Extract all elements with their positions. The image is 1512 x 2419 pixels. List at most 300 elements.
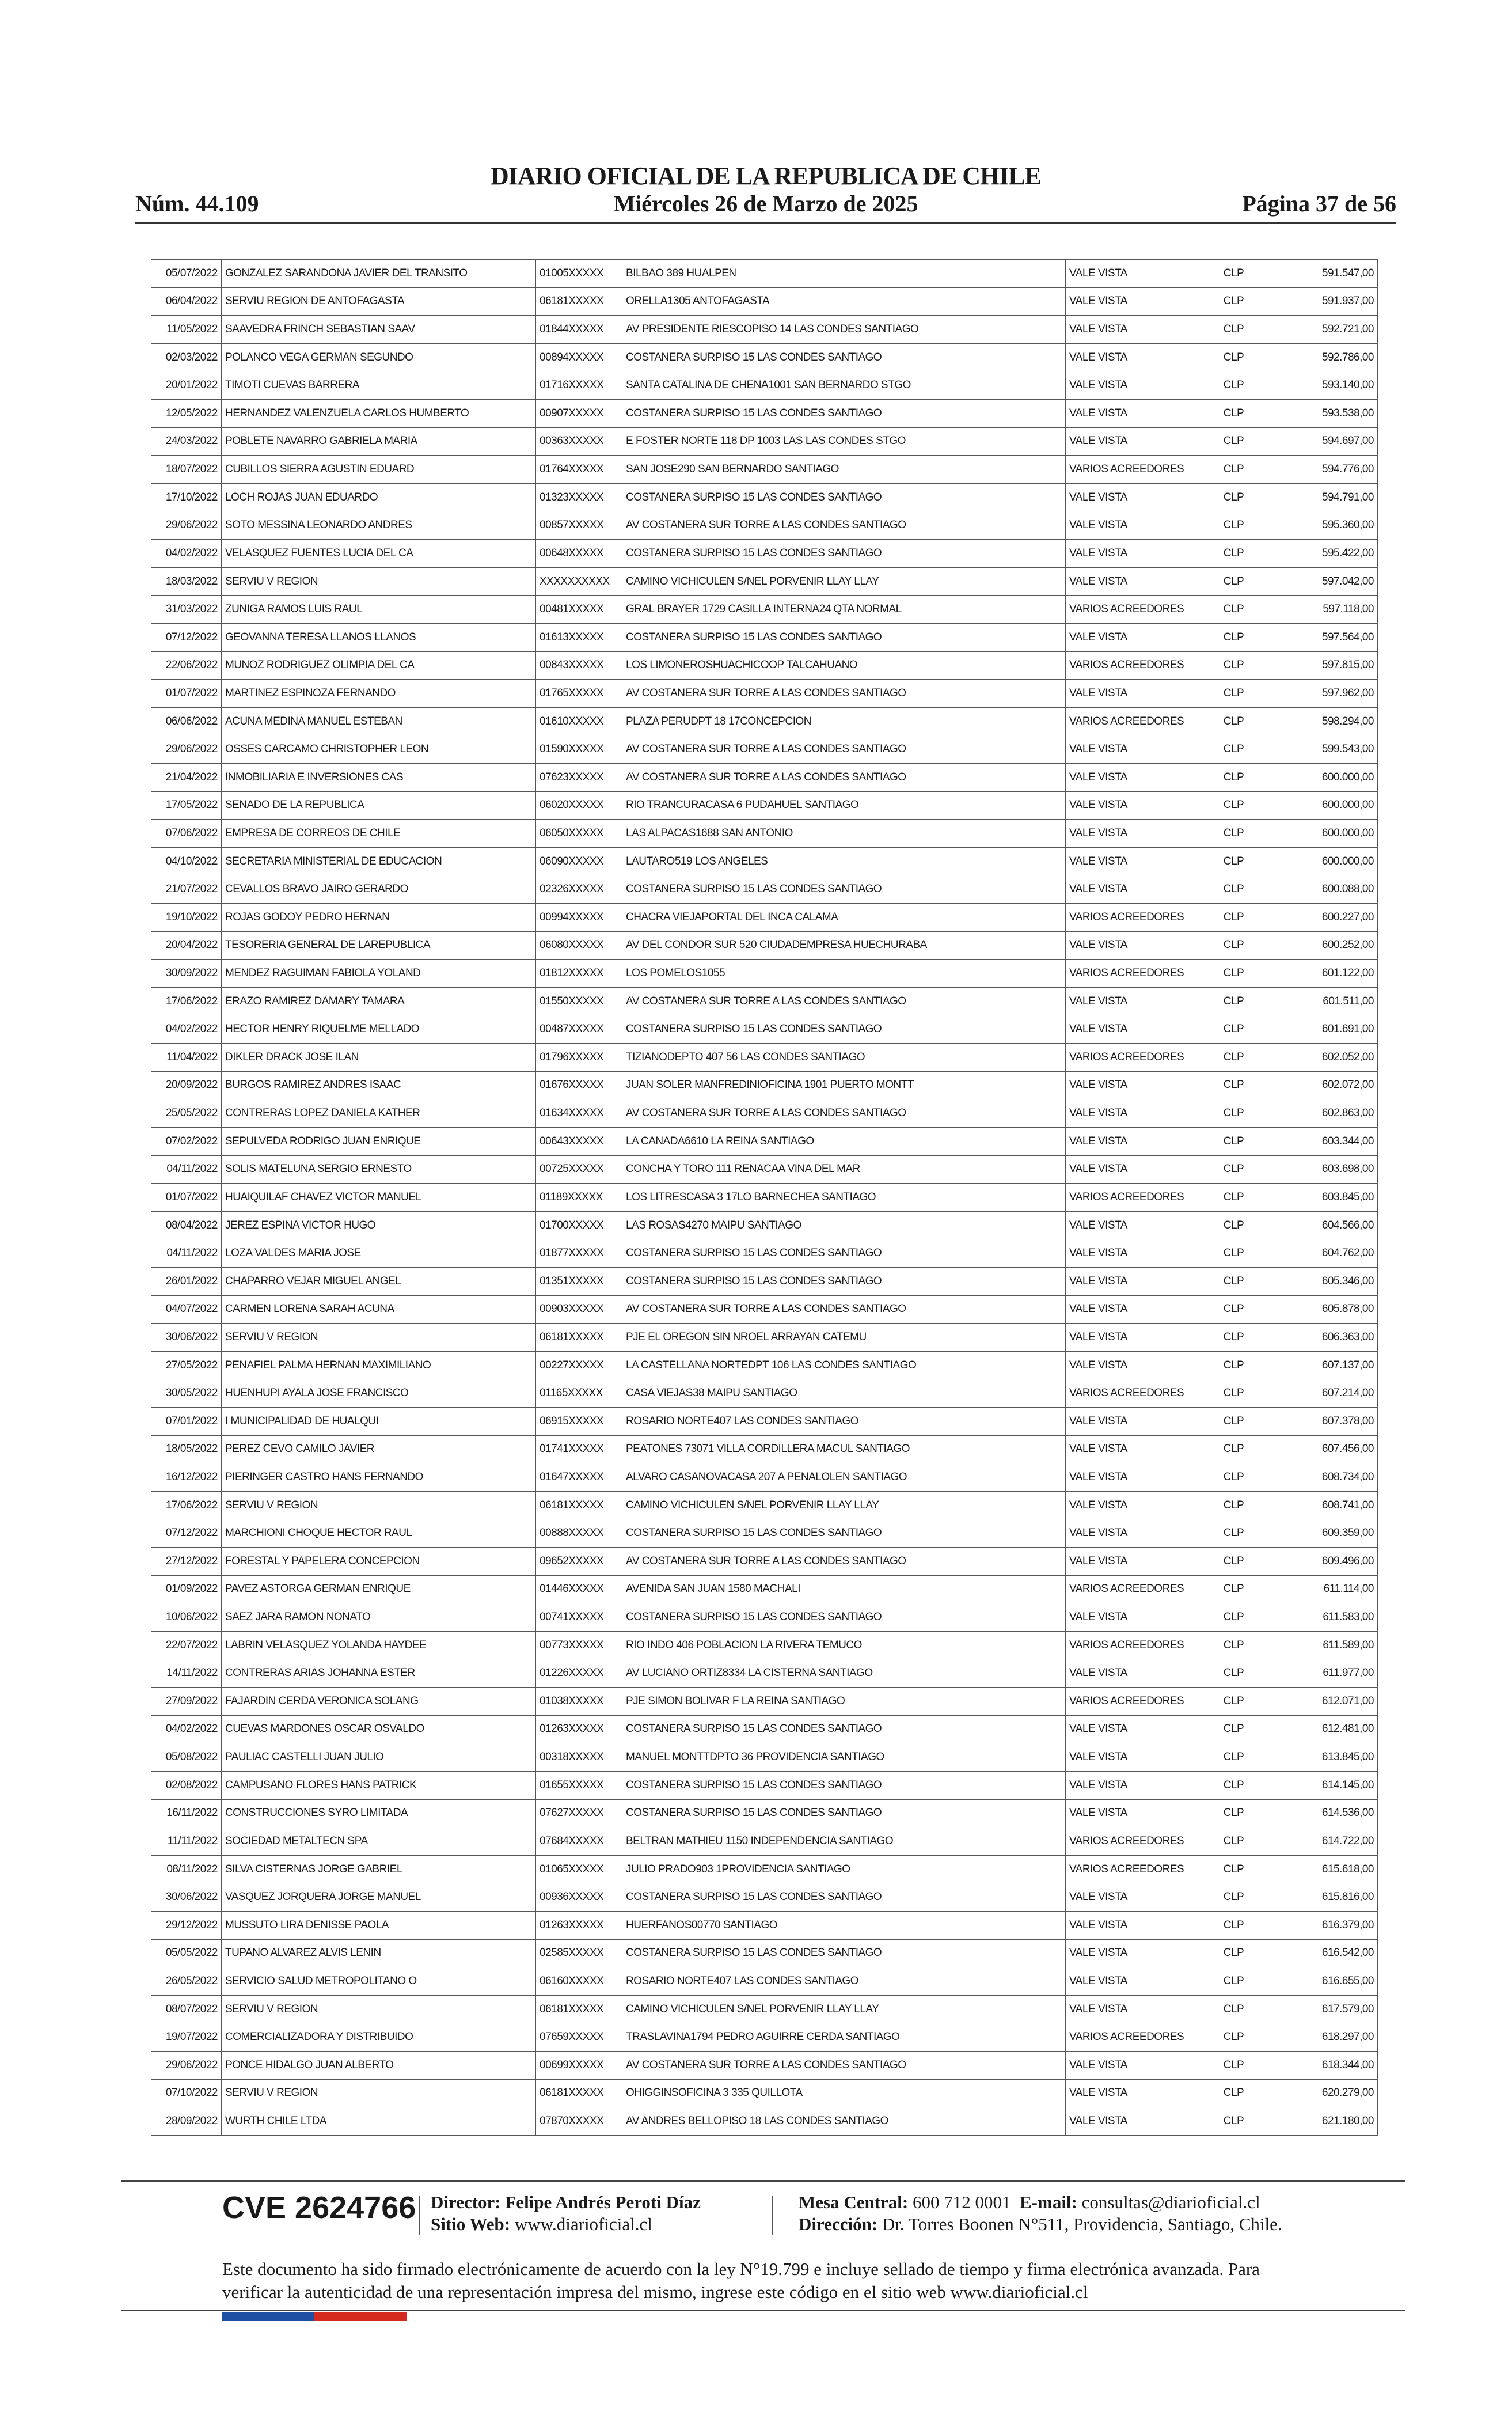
- cell-address: AV PRESIDENTE RIESCOPISO 14 LAS CONDES SANTIAGO: [622, 316, 1066, 344]
- cell-date: 18/07/2022: [151, 456, 222, 484]
- cell-address: LAS ALPACAS1688 SAN ANTONIO: [622, 820, 1066, 848]
- cell-currency: CLP: [1199, 1351, 1268, 1379]
- cell-id: 07627XXXXX: [536, 1799, 622, 1827]
- cell-id: 09652XXXXX: [536, 1548, 622, 1576]
- cell-currency: CLP: [1199, 483, 1268, 511]
- cell-date: 27/09/2022: [151, 1688, 222, 1716]
- table-row: [151, 2023, 1378, 2052]
- cell-currency: CLP: [1199, 1155, 1268, 1184]
- cell-name: PIERINGER CASTRO HANS FERNANDO: [222, 1463, 536, 1492]
- table-row: [151, 791, 1378, 820]
- cell-currency: CLP: [1199, 1799, 1268, 1827]
- cell-name: SAAVEDRA FRINCH SEBASTIAN SAAV: [222, 316, 536, 344]
- cell-amount: 620.279,00: [1268, 2079, 1378, 2107]
- cell-currency: CLP: [1199, 511, 1268, 540]
- cell-date: 06/04/2022: [151, 287, 222, 316]
- cell-date: 05/08/2022: [151, 1743, 222, 1772]
- cell-amount: 613.845,00: [1268, 1743, 1378, 1772]
- cell-payment-type: VALE VISTA: [1066, 1407, 1199, 1435]
- cell-payment-type: VALE VISTA: [1066, 2052, 1199, 2080]
- cell-address: LAS ROSAS4270 MAIPU SANTIAGO: [622, 1211, 1066, 1239]
- cell-payment-type: VALE VISTA: [1066, 1715, 1199, 1743]
- cell-date: 17/06/2022: [151, 1491, 222, 1519]
- cell-currency: CLP: [1199, 820, 1268, 848]
- cell-date: 21/07/2022: [151, 875, 222, 904]
- cell-currency: CLP: [1199, 875, 1268, 904]
- cell-date: 26/05/2022: [151, 1967, 222, 1996]
- cell-name: PEREZ CEVO CAMILO JAVIER: [222, 1435, 536, 1463]
- cell-address: BELTRAN MATHIEU 1150 INDEPENDENCIA SANTIAGO: [622, 1827, 1066, 1856]
- address-label: Dirección:: [799, 2214, 878, 2234]
- cell-name: HECTOR HENRY RIQUELME MELLADO: [222, 1015, 536, 1044]
- cell-id: 00894XXXXX: [536, 343, 622, 371]
- cell-name: FORESTAL Y PAPELERA CONCEPCION: [222, 1548, 536, 1576]
- cell-amount: 592.721,00: [1268, 316, 1378, 344]
- cell-currency: CLP: [1199, 1463, 1268, 1492]
- table-row: [151, 2052, 1378, 2080]
- cell-amount: 611.977,00: [1268, 1659, 1378, 1688]
- table-row: [151, 456, 1378, 484]
- cell-currency: CLP: [1199, 1519, 1268, 1548]
- cell-id: XXXXXXXXXX: [536, 567, 622, 596]
- footer-separator: [419, 2196, 420, 2235]
- cell-id: 00843XXXXX: [536, 651, 622, 680]
- cell-id: 00857XXXXX: [536, 511, 622, 540]
- cell-amount: 617.579,00: [1268, 1995, 1378, 2023]
- cell-amount: 604.762,00: [1268, 1239, 1378, 1268]
- cell-amount: 597.042,00: [1268, 567, 1378, 596]
- cell-name: SOCIEDAD METALTECN SPA: [222, 1827, 536, 1856]
- page-number: Página 37 de 56: [1242, 191, 1396, 217]
- table-row: [151, 1911, 1378, 1939]
- cell-date: 04/02/2022: [151, 1015, 222, 1044]
- cell-id: 00227XXXXX: [536, 1351, 622, 1379]
- cell-currency: CLP: [1199, 2079, 1268, 2107]
- cell-id: 07623XXXXX: [536, 763, 622, 791]
- cell-currency: CLP: [1199, 260, 1268, 288]
- table-row: [151, 596, 1378, 624]
- cell-date: 29/12/2022: [151, 1911, 222, 1939]
- cell-address: COSTANERA SURPISO 15 LAS CONDES SANTIAGO: [622, 1519, 1066, 1548]
- cell-date: 18/05/2022: [151, 1435, 222, 1463]
- cell-amount: 600.000,00: [1268, 820, 1378, 848]
- table-row: [151, 400, 1378, 428]
- cell-currency: CLP: [1199, 1688, 1268, 1716]
- table-row: [151, 1015, 1378, 1044]
- cell-id: 06181XXXXX: [536, 1491, 622, 1519]
- footer-separator: [772, 2196, 773, 2235]
- cell-id: 00648XXXXX: [536, 540, 622, 568]
- cell-currency: CLP: [1199, 1911, 1268, 1939]
- cell-currency: CLP: [1199, 1044, 1268, 1072]
- cell-address: CAMINO VICHICULEN S/NEL PORVENIR LLAY LLAY: [622, 567, 1066, 596]
- cell-address: COSTANERA SURPISO 15 LAS CONDES SANTIAGO: [622, 540, 1066, 568]
- cell-date: 11/05/2022: [151, 316, 222, 344]
- cell-name: CONTRERAS ARIAS JOHANNA ESTER: [222, 1659, 536, 1688]
- cell-address: PEATONES 73071 VILLA CORDILLERA MACUL SANTIAGO: [622, 1435, 1066, 1463]
- cell-id: 01550XXXXX: [536, 987, 622, 1015]
- cell-payment-type: VALE VISTA: [1066, 1324, 1199, 1352]
- cell-date: 01/07/2022: [151, 680, 222, 708]
- cell-amount: 593.140,00: [1268, 371, 1378, 400]
- cell-amount: 611.583,00: [1268, 1603, 1378, 1632]
- cell-date: 20/09/2022: [151, 1071, 222, 1099]
- cell-id: 00487XXXXX: [536, 1015, 622, 1044]
- cell-amount: 598.294,00: [1268, 707, 1378, 735]
- cell-date: 04/07/2022: [151, 1295, 222, 1324]
- cell-name: HUENHUPI AYALA JOSE FRANCISCO: [222, 1379, 536, 1408]
- cell-address: COSTANERA SURPISO 15 LAS CONDES SANTIAGO: [622, 1799, 1066, 1827]
- cell-address: COSTANERA SURPISO 15 LAS CONDES SANTIAGO: [622, 1603, 1066, 1632]
- cell-payment-type: VARIOS ACREEDORES: [1066, 1688, 1199, 1716]
- cell-date: 10/06/2022: [151, 1603, 222, 1632]
- director-label: Director:: [431, 2192, 501, 2212]
- cell-payment-type: VALE VISTA: [1066, 540, 1199, 568]
- cell-date: 05/07/2022: [151, 260, 222, 288]
- cell-date: 18/03/2022: [151, 567, 222, 596]
- cell-date: 25/05/2022: [151, 1099, 222, 1128]
- cell-address: AV COSTANERA SUR TORRE A LAS CONDES SANTIAGO: [622, 680, 1066, 708]
- cell-date: 02/08/2022: [151, 1771, 222, 1799]
- cell-payment-type: VARIOS ACREEDORES: [1066, 960, 1199, 988]
- cell-date: 07/12/2022: [151, 1519, 222, 1548]
- cell-payment-type: VALE VISTA: [1066, 623, 1199, 651]
- cell-amount: 602.052,00: [1268, 1044, 1378, 1072]
- flag-stripe: [222, 2312, 407, 2321]
- table-row: [151, 1044, 1378, 1072]
- cell-name: LOZA VALDES MARIA JOSE: [222, 1239, 536, 1268]
- cell-payment-type: VALE VISTA: [1066, 1743, 1199, 1772]
- table-row: [151, 1491, 1378, 1519]
- table-row: [151, 1071, 1378, 1099]
- cell-name: TESORERIA GENERAL DE LAREPUBLICA: [222, 931, 536, 960]
- cell-payment-type: VALE VISTA: [1066, 400, 1199, 428]
- cell-name: EMPRESA DE CORREOS DE CHILE: [222, 820, 536, 848]
- cell-payment-type: VALE VISTA: [1066, 735, 1199, 764]
- cell-id: 01716XXXXX: [536, 371, 622, 400]
- cell-id: 01844XXXXX: [536, 316, 622, 344]
- cell-date: 16/11/2022: [151, 1799, 222, 1827]
- cell-id: 01165XXXXX: [536, 1379, 622, 1408]
- cell-currency: CLP: [1199, 1743, 1268, 1772]
- cell-payment-type: VARIOS ACREEDORES: [1066, 904, 1199, 932]
- cell-currency: CLP: [1199, 1883, 1268, 1912]
- cell-currency: CLP: [1199, 1548, 1268, 1576]
- cell-currency: CLP: [1199, 1295, 1268, 1324]
- cell-currency: CLP: [1199, 1491, 1268, 1519]
- table-row: [151, 1827, 1378, 1856]
- cell-amount: 607.214,00: [1268, 1379, 1378, 1408]
- cell-amount: 597.815,00: [1268, 651, 1378, 680]
- cell-payment-type: VALE VISTA: [1066, 847, 1199, 875]
- cell-date: 20/04/2022: [151, 931, 222, 960]
- cell-address: E FOSTER NORTE 118 DP 1003 LAS LAS CONDES STGO: [622, 427, 1066, 456]
- cell-amount: 603.845,00: [1268, 1184, 1378, 1212]
- cell-date: 05/05/2022: [151, 1939, 222, 1967]
- cell-name: WURTH CHILE LTDA: [222, 2107, 536, 2136]
- cell-payment-type: VALE VISTA: [1066, 1435, 1199, 1463]
- cell-amount: 614.722,00: [1268, 1827, 1378, 1856]
- cell-payment-type: VARIOS ACREEDORES: [1066, 456, 1199, 484]
- cell-name: GEOVANNA TERESA LLANOS LLANOS: [222, 623, 536, 651]
- cell-amount: 591.937,00: [1268, 287, 1378, 316]
- cell-payment-type: VALE VISTA: [1066, 2107, 1199, 2136]
- table-row: [151, 1295, 1378, 1324]
- cell-payment-type: VARIOS ACREEDORES: [1066, 1379, 1199, 1408]
- table-row: [151, 1155, 1378, 1184]
- cell-name: SAEZ JARA RAMON NONATO: [222, 1603, 536, 1632]
- table-row: [151, 1715, 1378, 1743]
- cell-name: FAJARDIN CERDA VERONICA SOLANG: [222, 1688, 536, 1716]
- cell-payment-type: VALE VISTA: [1066, 1548, 1199, 1576]
- cell-id: 01765XXXXX: [536, 680, 622, 708]
- cell-id: 01263XXXXX: [536, 1715, 622, 1743]
- table-row: [151, 735, 1378, 764]
- table-row: [151, 1435, 1378, 1463]
- cell-address: AVENIDA SAN JUAN 1580 MACHALI: [622, 1575, 1066, 1603]
- cell-date: 28/09/2022: [151, 2107, 222, 2136]
- cell-amount: 614.145,00: [1268, 1771, 1378, 1799]
- cell-currency: CLP: [1199, 707, 1268, 735]
- cell-date: 04/10/2022: [151, 847, 222, 875]
- cell-id: 06090XXXXX: [536, 847, 622, 875]
- cell-currency: CLP: [1199, 1715, 1268, 1743]
- table-row: [151, 371, 1378, 400]
- cell-payment-type: VALE VISTA: [1066, 2079, 1199, 2107]
- cell-amount: 601.511,00: [1268, 987, 1378, 1015]
- cell-currency: CLP: [1199, 2107, 1268, 2136]
- cell-address: LAUTARO519 LOS ANGELES: [622, 847, 1066, 875]
- cell-payment-type: VALE VISTA: [1066, 1071, 1199, 1099]
- cell-name: ROJAS GODOY PEDRO HERNAN: [222, 904, 536, 932]
- cell-amount: 621.180,00: [1268, 2107, 1378, 2136]
- cell-date: 07/01/2022: [151, 1407, 222, 1435]
- cell-amount: 608.734,00: [1268, 1463, 1378, 1492]
- cell-name: POBLETE NAVARRO GABRIELA MARIA: [222, 427, 536, 456]
- cell-amount: 618.344,00: [1268, 2052, 1378, 2080]
- cell-name: LABRIN VELASQUEZ YOLANDA HAYDEE: [222, 1631, 536, 1659]
- cell-address: JULIO PRADO903 1PROVIDENCIA SANTIAGO: [622, 1855, 1066, 1883]
- cell-address: COSTANERA SURPISO 15 LAS CONDES SANTIAGO: [622, 483, 1066, 511]
- cell-payment-type: VALE VISTA: [1066, 1603, 1199, 1632]
- website-link[interactable]: www.diarioficial.cl: [514, 2214, 652, 2234]
- table-row: [151, 1771, 1378, 1799]
- cell-name: CUEVAS MARDONES OSCAR OSVALDO: [222, 1715, 536, 1743]
- cell-id: 01610XXXXX: [536, 707, 622, 735]
- cell-date: 30/06/2022: [151, 1324, 222, 1352]
- cell-date: 01/07/2022: [151, 1184, 222, 1212]
- table-row: [151, 904, 1378, 932]
- cell-amount: 607.137,00: [1268, 1351, 1378, 1379]
- table-row: [151, 1127, 1378, 1155]
- cell-id: 02326XXXXX: [536, 875, 622, 904]
- cell-date: 20/01/2022: [151, 371, 222, 400]
- cell-address: AV COSTANERA SUR TORRE A LAS CONDES SANTIAGO: [622, 2052, 1066, 2080]
- cell-address: AV COSTANERA SUR TORRE A LAS CONDES SANTIAGO: [622, 1295, 1066, 1324]
- cell-amount: 605.346,00: [1268, 1267, 1378, 1295]
- cell-address: COSTANERA SURPISO 15 LAS CONDES SANTIAGO: [622, 1715, 1066, 1743]
- cell-currency: CLP: [1199, 567, 1268, 596]
- cell-currency: CLP: [1199, 1379, 1268, 1408]
- cell-id: 01226XXXXX: [536, 1659, 622, 1688]
- cell-address: AV ANDRES BELLOPISO 18 LAS CONDES SANTIAGO: [622, 2107, 1066, 2136]
- gazette-title: DIARIO OFICIAL DE LA REPUBLICA DE CHILE: [490, 162, 1042, 190]
- cell-id: 06080XXXXX: [536, 931, 622, 960]
- table-row: [151, 1631, 1378, 1659]
- cell-id: 06181XXXXX: [536, 1995, 622, 2023]
- cell-amount: 609.496,00: [1268, 1548, 1378, 1576]
- table-row: [151, 1967, 1378, 1996]
- cell-id: 01796XXXXX: [536, 1044, 622, 1072]
- cell-address: ORELLA1305 ANTOFAGASTA: [622, 287, 1066, 316]
- cell-name: PAVEZ ASTORGA GERMAN ENRIQUE: [222, 1575, 536, 1603]
- cell-address: LOS LITRESCASA 3 17LO BARNECHEA SANTIAGO: [622, 1184, 1066, 1212]
- cell-address: LOS LIMONEROSHUACHICOOP TALCAHUANO: [622, 651, 1066, 680]
- cell-id: 01634XXXXX: [536, 1099, 622, 1128]
- cell-name: CARMEN LORENA SARAH ACUNA: [222, 1295, 536, 1324]
- cell-amount: 600.227,00: [1268, 904, 1378, 932]
- cell-id: 01065XXXXX: [536, 1855, 622, 1883]
- cell-currency: CLP: [1199, 1827, 1268, 1856]
- cell-payment-type: VALE VISTA: [1066, 1099, 1199, 1128]
- table-row: [151, 707, 1378, 735]
- cell-id: 00363XXXXX: [536, 427, 622, 456]
- issue-number: Núm. 44.109: [135, 191, 259, 217]
- table-row: [151, 1995, 1378, 2023]
- cell-address: COSTANERA SURPISO 15 LAS CONDES SANTIAGO: [622, 1267, 1066, 1295]
- cell-address: CASA VIEJAS38 MAIPU SANTIAGO: [622, 1379, 1066, 1408]
- cell-currency: CLP: [1199, 1184, 1268, 1212]
- cell-payment-type: VALE VISTA: [1066, 567, 1199, 596]
- table-row: [151, 1519, 1378, 1548]
- cell-name: TUPANO ALVAREZ ALVIS LENIN: [222, 1939, 536, 1967]
- cell-address: TRASLAVINA1794 PEDRO AGUIRRE CERDA SANTIAGO: [622, 2023, 1066, 2052]
- cell-amount: 614.536,00: [1268, 1799, 1378, 1827]
- cell-name: MARCHIONI CHOQUE HECTOR RAUL: [222, 1519, 536, 1548]
- cell-id: 01351XXXXX: [536, 1267, 622, 1295]
- table-row: [151, 260, 1378, 288]
- cell-payment-type: VALE VISTA: [1066, 1967, 1199, 1996]
- cell-date: 14/11/2022: [151, 1659, 222, 1688]
- cell-name: ZUNIGA RAMOS LUIS RAUL: [222, 596, 536, 624]
- cell-id: 01764XXXXX: [536, 456, 622, 484]
- cell-payment-type: VARIOS ACREEDORES: [1066, 1855, 1199, 1883]
- cell-address: COSTANERA SURPISO 15 LAS CONDES SANTIAGO: [622, 1939, 1066, 1967]
- table-row: [151, 1463, 1378, 1492]
- cell-currency: CLP: [1199, 1855, 1268, 1883]
- cell-currency: CLP: [1199, 1575, 1268, 1603]
- cell-address: HUERFANOS00770 SANTIAGO: [622, 1911, 1066, 1939]
- cell-name: SEPULVEDA RODRIGO JUAN ENRIQUE: [222, 1127, 536, 1155]
- cell-currency: CLP: [1199, 1239, 1268, 1268]
- cell-payment-type: VALE VISTA: [1066, 1155, 1199, 1184]
- cell-payment-type: VALE VISTA: [1066, 1883, 1199, 1912]
- cell-amount: 609.359,00: [1268, 1519, 1378, 1548]
- cell-name: SENADO DE LA REPUBLICA: [222, 791, 536, 820]
- cell-id: 00773XXXXX: [536, 1631, 622, 1659]
- cell-payment-type: VARIOS ACREEDORES: [1066, 1184, 1199, 1212]
- cell-currency: CLP: [1199, 400, 1268, 428]
- cell-address: LOS POMELOS1055: [622, 960, 1066, 988]
- cell-name: MUNOZ RODRIGUEZ OLIMPIA DEL CA: [222, 651, 536, 680]
- cell-payment-type: VARIOS ACREEDORES: [1066, 1827, 1199, 1856]
- cell-currency: CLP: [1199, 847, 1268, 875]
- flag-blue-segment: [222, 2312, 314, 2321]
- email-link[interactable]: consultas@diarioficial.cl: [1081, 2192, 1260, 2212]
- cell-amount: 602.072,00: [1268, 1071, 1378, 1099]
- table-row: [151, 1883, 1378, 1912]
- cell-payment-type: VALE VISTA: [1066, 1659, 1199, 1688]
- cell-amount: 611.114,00: [1268, 1575, 1378, 1603]
- table-row: [151, 1184, 1378, 1212]
- cell-name: CONSTRUCCIONES SYRO LIMITADA: [222, 1799, 536, 1827]
- cell-name: SERVIU V REGION: [222, 1324, 536, 1352]
- cell-payment-type: VALE VISTA: [1066, 763, 1199, 791]
- cell-name: BURGOS RAMIREZ ANDRES ISAAC: [222, 1071, 536, 1099]
- cell-id: 01700XXXXX: [536, 1211, 622, 1239]
- cell-id: 06915XXXXX: [536, 1407, 622, 1435]
- cell-id: 07684XXXXX: [536, 1827, 622, 1856]
- cell-currency: CLP: [1199, 316, 1268, 344]
- table-row: [151, 875, 1378, 904]
- cell-payment-type: VALE VISTA: [1066, 427, 1199, 456]
- cell-payment-type: VALE VISTA: [1066, 1351, 1199, 1379]
- cell-payment-type: VARIOS ACREEDORES: [1066, 1575, 1199, 1603]
- table-row: [151, 1351, 1378, 1379]
- cell-id: 01655XXXXX: [536, 1771, 622, 1799]
- cell-name: LOCH ROJAS JUAN EDUARDO: [222, 483, 536, 511]
- cell-id: 00699XXXXX: [536, 2052, 622, 2080]
- cell-payment-type: VALE VISTA: [1066, 931, 1199, 960]
- cell-currency: CLP: [1199, 427, 1268, 456]
- cell-date: 24/03/2022: [151, 427, 222, 456]
- cell-currency: CLP: [1199, 343, 1268, 371]
- table-row: [151, 540, 1378, 568]
- cell-id: 01676XXXXX: [536, 1071, 622, 1099]
- cell-name: SECRETARIA MINISTERIAL DE EDUCACION: [222, 847, 536, 875]
- table-row: [151, 567, 1378, 596]
- cell-amount: 600.252,00: [1268, 931, 1378, 960]
- contact-block: [799, 2191, 1282, 2235]
- cell-amount: 600.000,00: [1268, 847, 1378, 875]
- table-row: [151, 1575, 1378, 1603]
- cell-amount: 594.697,00: [1268, 427, 1378, 456]
- cell-date: 21/04/2022: [151, 763, 222, 791]
- cell-amount: 593.538,00: [1268, 400, 1378, 428]
- cell-name: SOLIS MATELUNA SERGIO ERNESTO: [222, 1155, 536, 1184]
- email-label: E-mail:: [1020, 2192, 1077, 2212]
- cell-id: 01263XXXXX: [536, 1911, 622, 1939]
- cell-address: AV COSTANERA SUR TORRE A LAS CONDES SANTIAGO: [622, 987, 1066, 1015]
- cell-date: 02/03/2022: [151, 343, 222, 371]
- cell-amount: 597.118,00: [1268, 596, 1378, 624]
- cell-id: 02585XXXXX: [536, 1939, 622, 1967]
- cell-id: 07870XXXXX: [536, 2107, 622, 2136]
- cell-payment-type: VALE VISTA: [1066, 1015, 1199, 1044]
- cell-name: SERVIU V REGION: [222, 1995, 536, 2023]
- cell-payment-type: VALE VISTA: [1066, 316, 1199, 344]
- cell-name: HERNANDEZ VALENZUELA CARLOS HUMBERTO: [222, 400, 536, 428]
- cell-amount: 615.618,00: [1268, 1855, 1378, 1883]
- cell-amount: 601.691,00: [1268, 1015, 1378, 1044]
- cell-address: SANTA CATALINA DE CHENA1001 SAN BERNARDO STGO: [622, 371, 1066, 400]
- cell-amount: 612.481,00: [1268, 1715, 1378, 1743]
- cell-address: PLAZA PERUDPT 18 17CONCEPCION: [622, 707, 1066, 735]
- cell-date: 11/04/2022: [151, 1044, 222, 1072]
- cell-name: CEVALLOS BRAVO JAIRO GERARDO: [222, 875, 536, 904]
- cell-amount: 597.962,00: [1268, 680, 1378, 708]
- cell-date: 04/02/2022: [151, 1715, 222, 1743]
